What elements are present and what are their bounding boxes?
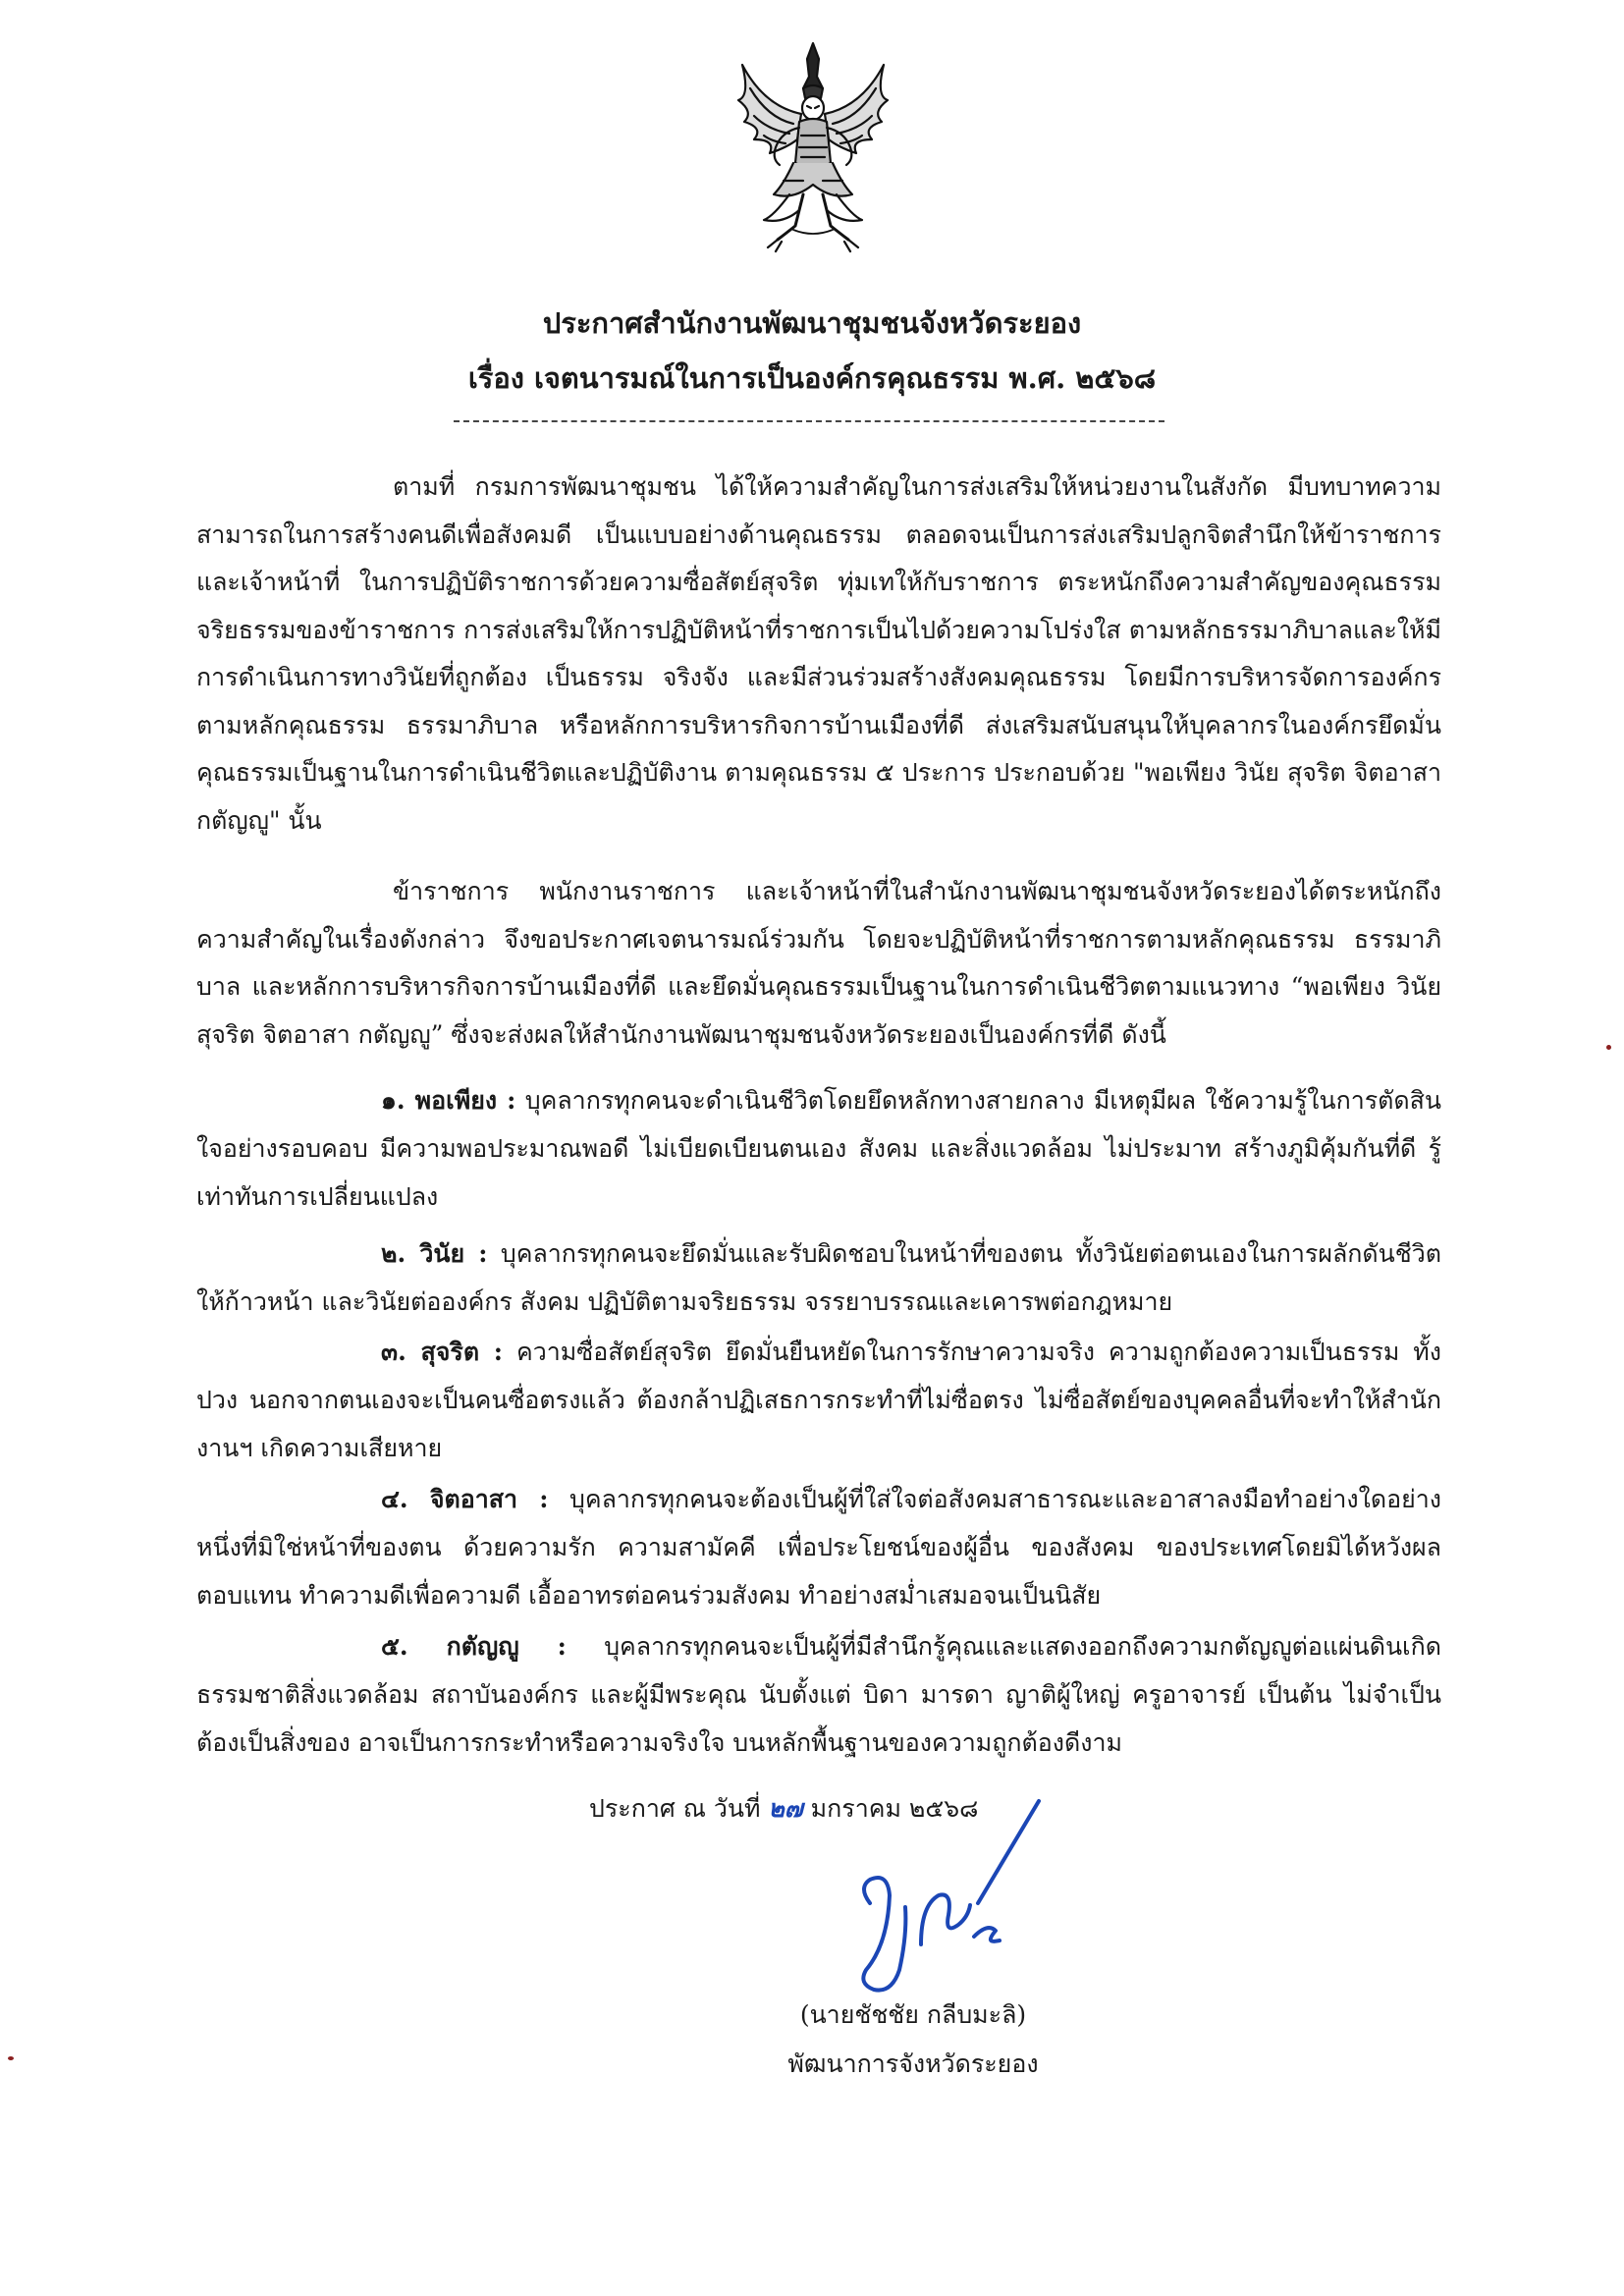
virtue-item-discipline [196,1230,1441,1326]
virtue-label: ๔. จิตอาสา : [381,1485,549,1513]
virtue-item-sufficiency [196,1076,1441,1221]
scan-speck [1606,1045,1611,1050]
body-paragraph-2: ข้าราชการ พนักงานราชการ และเจ้าหน้าที่ในสำนักงานพัฒนาชุมชนจังหวัดระยองได้ตระหนักถึงความสำคัญในเรื่องดังกล่าว จึงขอประกาศเจตนารมณ์ร่วมกัน โดยจะปฏิบัติหน้าที่ราชการตามหลักคุณธรรม ธรรมาภิบาล และหลักการบริหารกิจการบ้านเมืองที่ดี และยึดมั่นคุณธรรมเป็นฐานในการดำเนินชีวิตตามแนวทาง “พอเพียง วินัย สุจริต จิตอาสา กตัญญู” ซึ่งจะส่งผลให้สำนักงานพัฒนาชุมชนจังหวัดระยองเป็นองค์กรที่ดี ดังนี้ [196,877,1441,1049]
virtue-item-volunteer [196,1475,1441,1619]
announcement-subject: เรื่อง เจตนารมณ์ในการเป็นองค์กรคุณธรรม พ.ศ. ๒๕๖๘ [467,361,1157,395]
virtue-text: บุคลากรทุกคนจะดำเนินชีวิตโดยยึดหลักทางสายกลาง มีเหตุมีผล ใช้ความรู้ในการตัดสินใจอย่างรอบคอบ มีความพอประมาณพอดี ไม่เบียดเบียนตนเอง สังคม และสิ่งแวดล้อม ไม่ประมาท สร้างภูมิคุ้มกันที่ดี รู้เท่าทันการเปลี่ยนแปลง [196,1086,1441,1211]
virtue-label: ๓. สุจริต : [381,1338,504,1366]
body-paragraph-1: ตามที่ กรมการพัฒนาชุมชน ได้ให้ความสำคัญในการส่งเสริมให้หน่วยงานในสังกัด มีบทบาทความสามารถในการสร้างคนดีเพื่อสังคมดี เป็นแบบอย่างด้านคุณธรรม ตลอดจนเป็นการส่งเสริมปลูกจิตสำนึกให้ข้าราชการและเจ้าหน้าที่ ในการปฏิบัติราชการด้วยความซื่อสัตย์สุจริต ทุ่มเทให้กับราชการ ตระหนักถึงความสำคัญของคุณธรรม จริยธรรมของข้าราชการ การส่งเสริมให้การปฏิบัติหน้าที่ราชการเป็นไปด้วยความโปร่งใส ตามหลักธรรมาภิบาลและให้มีการดำเนินการทางวินัยที่ถูกต้อง เป็นธรรม จริงจัง และมีส่วนร่วมสร้างสังคมคุณธรรม โดยมีการบริหารจัดการองค์กรตามหลักคุณธรรม ธรรมาภิบาล หรือหลักการบริหารกิจการบ้านเมืองที่ดี ส่งเสริมสนับสนุนให้บุคลากรในองค์กรยึดมั่นคุณธรรมเป็นฐานในการดำเนินชีวิตและปฏิบัติงาน ตามคุณธรรม ๕ ประการ ประกอบด้วย "พอเพียง วินัย สุจริต จิตอาสา กตัญญู" นั้น [196,472,1441,835]
date-prefix: ประกาศ ณ วันที่ [589,1794,761,1823]
scan-speck [8,2056,14,2060]
virtue-label: ๒. วินัย : [381,1239,488,1268]
announcement-title: ประกาศสำนักงานพัฒนาชุมชนจังหวัดระยอง [542,306,1082,340]
virtue-text: บุคลากรทุกคนจะยึดมั่นและรับผิดชอบในหน้าที่ของตน ทั้งวินัยต่อตนเองในการผลักดันชีวิตให้ก้าวหน้า และวินัยต่อองค์กร สังคม ปฏิบัติตามจริยธรรม จรรยาบรรณและเคารพต่อกฎหมาย [196,1239,1441,1316]
title-divider [454,420,1164,422]
date-suffix: มกราคม ๒๕๖๘ [810,1794,979,1823]
signer-name: (นายชัชชัย กลีบมะลิ) [799,2000,1027,2029]
date-day: ๒๗ [768,1794,803,1823]
virtue-label: ๑. พอเพียง : [381,1086,516,1115]
virtue-label: ๕. กตัญญู : [381,1632,567,1661]
garuda-emblem-icon [725,37,901,258]
virtue-text: บุคลากรทุกคนจะต้องเป็นผู้ที่ใส่ใจต่อสังคมสาธารณะและอาสาลงมือทำอย่างใดอย่างหนึ่งที่มิใช่หน้าที่ของตน ด้วยความรัก ความสามัคคี เพื่อประโยชน์ของผู้อื่น ของสังคม ของประเทศโดยมิได้หวังผลตอบแทน ทำความดีเพื่อความดี เอื้ออาทรต่อคนร่วมสังคม ทำอย่างสม่ำเสมอจนเป็นนิสัย [196,1485,1441,1610]
signature-icon [831,1797,1106,2013]
virtue-text: บุคลากรทุกคนจะเป็นผู้ที่มีสำนึกรู้คุณและแสดงออกถึงความกตัญญูต่อแผ่นดินเกิด ธรรมชาติสิ่งแวดล้อม สถาบันองค์กร และผู้มีพระคุณ นับตั้งแต่ บิดา มารดา ญาติผู้ใหญ่ ครูอาจารย์ เป็นต้น ไม่จำเป็นต้องเป็นสิ่งของ อาจเป็นการกระทำหรือความจริงใจ บนหลักพื้นฐานของความถูกต้องดีงาม [196,1632,1441,1757]
virtue-item-honesty [196,1328,1441,1472]
virtue-item-gratitude [196,1622,1441,1767]
virtue-text: ความซื่อสัตย์สุจริต ยึดมั่นยืนหยัดในการรักษาความจริง ความถูกต้องความเป็นธรรม ทั้งปวง นอกจากตนเองจะเป็นคนซื่อตรงแล้ว ต้องกล้าปฏิเสธการกระทำที่ไม่ซื่อตรง ไม่ซื่อสัตย์ของบุคคลอื่นที่จะทำให้สำนักงานฯ เกิดความเสียหาย [196,1338,1441,1462]
signer-title: พัฒนาการจังหวัดระยอง [787,2050,1039,2078]
